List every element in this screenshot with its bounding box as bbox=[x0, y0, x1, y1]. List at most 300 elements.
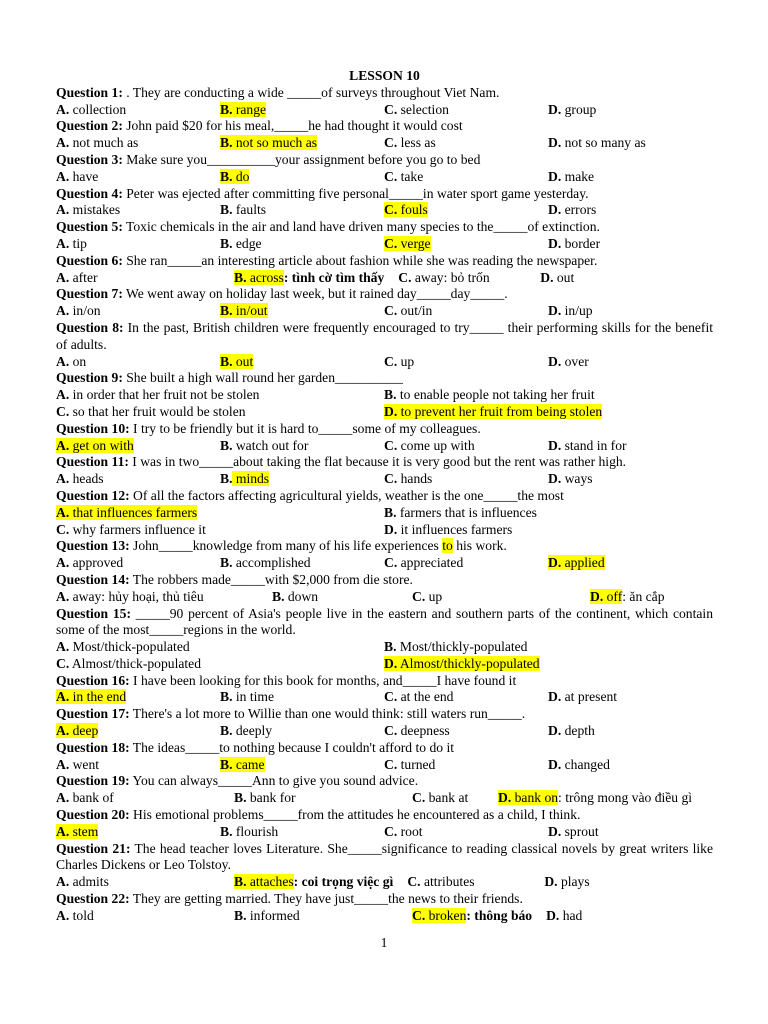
option-text: less as bbox=[397, 135, 436, 151]
option-text: bank of bbox=[69, 790, 114, 806]
question-text: She built a high wall round her garden__________ bbox=[122, 370, 403, 386]
option-text: changed bbox=[561, 756, 610, 772]
answer-option bbox=[56, 522, 384, 539]
option-letter: A. bbox=[56, 907, 70, 923]
question-text: his work. bbox=[452, 538, 507, 554]
answer-option bbox=[56, 438, 220, 455]
option-letter: A. bbox=[56, 471, 70, 487]
option-letter: D. bbox=[548, 353, 562, 369]
option-letter: D. bbox=[548, 168, 562, 184]
options-row bbox=[56, 908, 713, 925]
answer-option bbox=[384, 656, 540, 673]
option-text: approved bbox=[69, 555, 124, 571]
option-text: out bbox=[232, 353, 254, 369]
option-text: Most/thickly-populated bbox=[396, 639, 528, 655]
option-letter: A. bbox=[56, 101, 70, 117]
answer-option bbox=[56, 757, 220, 774]
option-text: heads bbox=[69, 471, 104, 487]
option-letter: C. bbox=[56, 403, 70, 419]
answer-option bbox=[220, 757, 384, 774]
option-text: after bbox=[69, 269, 98, 285]
option-text: stand in for bbox=[561, 437, 627, 453]
options-row bbox=[56, 689, 713, 706]
option-letter: C. bbox=[56, 521, 70, 537]
option-letter: D. bbox=[384, 655, 398, 671]
correct-answer-highlight bbox=[220, 169, 249, 184]
option-letter: B. bbox=[220, 437, 233, 453]
option-letter: B. bbox=[234, 790, 247, 806]
option-letter: A. bbox=[56, 168, 70, 184]
option-text: group bbox=[561, 101, 597, 117]
question-label: Question 8: bbox=[56, 319, 124, 335]
option-letter: B. bbox=[272, 588, 285, 604]
option-letter: D. bbox=[548, 823, 562, 839]
option-text: turned bbox=[397, 756, 436, 772]
option-text: it influences farmers bbox=[397, 521, 513, 537]
answer-option bbox=[56, 354, 220, 371]
answer-option bbox=[272, 589, 398, 606]
option-letter: A. bbox=[56, 555, 70, 571]
correct-answer-highlight bbox=[220, 102, 266, 117]
answer-option bbox=[384, 689, 548, 706]
correct-answer-highlight bbox=[384, 202, 428, 217]
option-letter: C. bbox=[384, 101, 398, 117]
question-label: Question 19: bbox=[56, 773, 130, 789]
question-stem bbox=[56, 891, 713, 908]
answer-option bbox=[56, 303, 220, 320]
correct-answer-highlight bbox=[220, 135, 317, 150]
option-letter: D. bbox=[548, 235, 562, 251]
question-text: Peter was ejected after committing five personal_____in water sport game yesterday. bbox=[122, 185, 589, 201]
question-stem bbox=[56, 253, 713, 270]
option-text: bank at bbox=[425, 790, 469, 806]
option-text: plays bbox=[557, 874, 590, 890]
option-letter: B. bbox=[234, 874, 247, 890]
answer-option bbox=[384, 824, 548, 841]
question-label: Question 17: bbox=[56, 706, 130, 722]
option-text: not much as bbox=[69, 135, 139, 151]
option-letter: D. bbox=[548, 471, 562, 487]
option-letter: C. bbox=[412, 907, 426, 923]
answer-option bbox=[412, 589, 576, 606]
option-note: : tình cờ tìm thấy bbox=[283, 269, 385, 285]
answer-option bbox=[56, 471, 220, 488]
option-letter: C. bbox=[384, 723, 398, 739]
option-text: tip bbox=[69, 235, 87, 251]
question-text: Toxic chemicals in the air and land have driven many species to the_____of extinction. bbox=[122, 219, 600, 235]
answer-option bbox=[548, 169, 594, 186]
answer-option bbox=[220, 824, 384, 841]
option-letter: D. bbox=[546, 907, 560, 923]
correct-answer-highlight bbox=[234, 874, 294, 889]
option-text: have bbox=[69, 168, 99, 184]
question-text: I have been looking for this book for months, and_____I have found it bbox=[129, 672, 517, 688]
answer-option bbox=[384, 404, 602, 421]
option-note: : ăn cắp bbox=[622, 588, 665, 604]
option-text: applied bbox=[561, 555, 605, 571]
question-label: Question 14: bbox=[56, 571, 130, 587]
option-letter: A. bbox=[56, 588, 70, 604]
answer-option bbox=[220, 202, 384, 219]
option-letter: D. bbox=[540, 269, 554, 285]
answer-option bbox=[384, 555, 548, 572]
options-row bbox=[56, 639, 713, 656]
answer-option bbox=[412, 790, 484, 807]
option-letter: A. bbox=[56, 202, 70, 218]
option-letter: D. bbox=[548, 689, 562, 705]
option-text: away: hủy hoại, thủ tiêu bbox=[69, 588, 204, 604]
correct-answer-highlight bbox=[384, 404, 602, 419]
question-text: There's a lot more to Willie than one would think: still waters run_____. bbox=[129, 706, 526, 722]
option-text: deeply bbox=[232, 723, 273, 739]
answer-option bbox=[220, 689, 384, 706]
question-label: Question 3: bbox=[56, 151, 123, 167]
answer-option bbox=[548, 757, 610, 774]
answer-option bbox=[56, 874, 220, 891]
question-stem bbox=[56, 572, 713, 589]
correct-answer-highlight bbox=[590, 589, 622, 604]
question-label: Question 12: bbox=[56, 487, 130, 503]
question-text: She ran_____an interesting article about fashion while she was reading the newspaper. bbox=[122, 252, 598, 268]
option-text: appreciated bbox=[397, 555, 464, 571]
answer-option bbox=[544, 874, 589, 891]
answer-option bbox=[220, 723, 384, 740]
page-number: 1 bbox=[380, 935, 388, 950]
answer-option bbox=[548, 102, 596, 119]
question-label: Question 15: bbox=[56, 605, 131, 621]
answer-option bbox=[384, 102, 548, 119]
options-row bbox=[56, 790, 713, 807]
option-letter: D. bbox=[384, 403, 398, 419]
option-text: attributes bbox=[420, 874, 475, 890]
option-text: informed bbox=[246, 907, 300, 923]
answer-option bbox=[540, 270, 574, 287]
option-text: verge bbox=[397, 235, 431, 251]
answer-option bbox=[56, 135, 220, 152]
option-text: make bbox=[561, 168, 595, 184]
question-label: Question 6: bbox=[56, 252, 123, 268]
option-letter: B. bbox=[220, 202, 233, 218]
answer-option bbox=[412, 908, 532, 925]
option-text: down bbox=[284, 588, 319, 604]
option-text: up bbox=[425, 588, 443, 604]
answer-option bbox=[384, 505, 537, 522]
question-stem bbox=[56, 538, 713, 555]
option-letter: B. bbox=[384, 639, 397, 655]
options-row bbox=[56, 589, 713, 606]
option-text: at the end bbox=[397, 689, 454, 705]
option-letter: B. bbox=[220, 168, 233, 184]
correct-answer-highlight bbox=[220, 757, 265, 772]
option-text: selection bbox=[397, 101, 449, 117]
answer-option bbox=[220, 471, 384, 488]
option-letter: B. bbox=[220, 723, 233, 739]
question-text: His emotional problems_____from the attitudes he encountered as a child, I think. bbox=[129, 807, 581, 823]
question-label: Question 13: bbox=[56, 538, 130, 554]
question-text: In the past, British children were frequently encouraged to try_____ their performing skills for the benefit of adults. bbox=[56, 319, 713, 352]
answer-option bbox=[220, 438, 384, 455]
correct-answer-highlight bbox=[498, 790, 558, 805]
answer-option bbox=[56, 589, 258, 606]
options-row bbox=[56, 757, 713, 774]
question-stem bbox=[56, 841, 713, 875]
correct-answer-highlight bbox=[234, 270, 284, 285]
option-letter: D. bbox=[548, 202, 562, 218]
option-text: not so much as bbox=[232, 135, 318, 151]
option-letter: A. bbox=[56, 303, 70, 319]
question-stem bbox=[56, 807, 713, 824]
question-list bbox=[56, 85, 713, 925]
options-row bbox=[56, 303, 713, 320]
option-text: broken bbox=[425, 907, 467, 923]
option-text: deep bbox=[69, 723, 99, 739]
option-letter: A. bbox=[56, 723, 70, 739]
option-letter: B. bbox=[220, 353, 233, 369]
option-text: Most/thick-populated bbox=[69, 639, 190, 655]
option-letter: C. bbox=[384, 202, 398, 218]
question-label: Question 5: bbox=[56, 219, 123, 235]
option-note: : coi trọng việc gì bbox=[293, 874, 394, 890]
answer-option bbox=[407, 874, 530, 891]
options-row bbox=[56, 387, 713, 404]
option-letter: A. bbox=[56, 269, 70, 285]
option-letter: A. bbox=[56, 874, 70, 890]
question-label: Question 18: bbox=[56, 739, 130, 755]
question-label: Question 16: bbox=[56, 672, 130, 688]
correct-answer-highlight bbox=[56, 505, 197, 520]
option-text: edge bbox=[232, 235, 262, 251]
option-letter: A. bbox=[56, 504, 70, 520]
question-text: The robbers made_____with $2,000 from die store. bbox=[129, 571, 413, 587]
option-letter: B. bbox=[220, 101, 233, 117]
question-stem bbox=[56, 152, 713, 169]
answer-option bbox=[384, 202, 548, 219]
answer-option bbox=[234, 790, 398, 807]
answer-option bbox=[548, 354, 589, 371]
correct-answer-highlight: minds bbox=[232, 471, 270, 487]
correct-answer-highlight bbox=[56, 438, 134, 453]
option-text: Almost/thickly-populated bbox=[397, 655, 540, 671]
answer-option bbox=[220, 303, 384, 320]
option-text: in/on bbox=[69, 303, 101, 319]
answer-option bbox=[548, 471, 593, 488]
option-letter: D. bbox=[548, 555, 562, 571]
option-letter: C. bbox=[384, 756, 398, 772]
question-label: Question 11: bbox=[56, 454, 129, 470]
question-text: You can always_____Ann to give you sound advice. bbox=[129, 773, 419, 789]
answer-option bbox=[384, 757, 548, 774]
option-text: that influences farmers bbox=[69, 504, 198, 520]
question-text: Of all the factors affecting agricultural yields, weather is the one_____the most bbox=[129, 487, 564, 503]
option-text: deepness bbox=[397, 723, 450, 739]
option-letter: A. bbox=[56, 689, 70, 705]
answer-option bbox=[56, 656, 384, 673]
question-label: Question 2: bbox=[56, 118, 123, 134]
question-text: . They are conducting a wide _____of surveys throughout Viet Nam. bbox=[122, 84, 500, 100]
option-letter: C. bbox=[384, 168, 398, 184]
option-text: in time bbox=[232, 689, 275, 705]
answer-option bbox=[384, 135, 548, 152]
option-letter: B. bbox=[220, 135, 233, 151]
option-text: out bbox=[553, 269, 575, 285]
options-row bbox=[56, 354, 713, 371]
option-text: so that her fruit would be stolen bbox=[69, 403, 246, 419]
option-letter: D. bbox=[548, 723, 562, 739]
question-text: John paid $20 for his meal,_____he had thought it would cost bbox=[122, 118, 463, 134]
option-text: come up with bbox=[397, 437, 475, 453]
option-note: : thông báo bbox=[466, 907, 533, 923]
options-row bbox=[56, 656, 713, 673]
option-text: across bbox=[246, 269, 284, 285]
option-letter: B. bbox=[384, 387, 397, 403]
answer-option bbox=[548, 689, 617, 706]
answer-option bbox=[384, 639, 527, 656]
option-letter: D. bbox=[384, 521, 398, 537]
answer-option bbox=[546, 908, 582, 925]
option-text: out/in bbox=[397, 303, 433, 319]
question-stem bbox=[56, 454, 713, 471]
options-row bbox=[56, 404, 713, 421]
question-stem bbox=[56, 186, 713, 203]
answer-option bbox=[548, 236, 600, 253]
option-text: over bbox=[561, 353, 589, 369]
option-letter: C. bbox=[384, 303, 398, 319]
highlighted-word: to bbox=[442, 538, 453, 554]
question-stem bbox=[56, 706, 713, 723]
question-text: Make sure you__________your assignment before you go to bed bbox=[122, 151, 481, 167]
option-text: in order that her fruit not be stolen bbox=[69, 387, 260, 403]
option-letter: C. bbox=[384, 235, 398, 251]
option-letter: C. bbox=[384, 823, 398, 839]
answer-option bbox=[56, 689, 220, 706]
answer-option bbox=[56, 404, 384, 421]
answer-option bbox=[548, 824, 599, 841]
option-text: fouls bbox=[397, 202, 428, 218]
option-text: farmers that is influences bbox=[396, 504, 537, 520]
answer-option bbox=[56, 236, 220, 253]
option-letter: C. bbox=[56, 655, 70, 671]
option-text: told bbox=[69, 907, 94, 923]
question-label: Question 7: bbox=[56, 286, 123, 302]
option-text: in/up bbox=[561, 303, 593, 319]
question-stem bbox=[56, 740, 713, 757]
option-text: came bbox=[232, 756, 265, 772]
question-text: They are getting married. They have just_____the news to their friends. bbox=[129, 891, 523, 907]
option-letter: D. bbox=[548, 101, 562, 117]
options-row bbox=[56, 202, 713, 219]
question-stem bbox=[56, 219, 713, 236]
question-label: Question 10: bbox=[56, 420, 130, 436]
option-letter: C. bbox=[384, 135, 398, 151]
answer-option bbox=[398, 270, 526, 287]
answer-option bbox=[56, 102, 220, 119]
option-letter: B. bbox=[220, 471, 233, 487]
option-text: at present bbox=[561, 689, 618, 705]
answer-option bbox=[384, 522, 512, 539]
question-label: Question 20: bbox=[56, 807, 130, 823]
answer-option bbox=[384, 303, 548, 320]
option-letter: A. bbox=[56, 823, 70, 839]
option-text: errors bbox=[561, 202, 597, 218]
option-text: flourish bbox=[232, 823, 279, 839]
option-letter: D. bbox=[548, 756, 562, 772]
option-letter: B. bbox=[220, 689, 233, 705]
correct-answer-highlight bbox=[384, 656, 540, 671]
option-text: bank on bbox=[511, 790, 559, 806]
document-page bbox=[56, 68, 713, 925]
question-label: Question 4: bbox=[56, 185, 123, 201]
question-stem bbox=[56, 320, 713, 354]
answer-option bbox=[548, 135, 646, 152]
option-text: why farmers influence it bbox=[69, 521, 206, 537]
option-letter: A. bbox=[56, 353, 70, 369]
answer-option bbox=[56, 505, 384, 522]
answer-option bbox=[234, 874, 393, 891]
option-text: collection bbox=[69, 101, 127, 117]
question-stem bbox=[56, 85, 713, 102]
option-letter: B. bbox=[220, 235, 233, 251]
option-letter: D. bbox=[548, 437, 562, 453]
answer-option bbox=[548, 723, 595, 740]
option-text: in/out bbox=[232, 303, 268, 319]
option-letter: D. bbox=[548, 303, 562, 319]
option-text: had bbox=[559, 907, 583, 923]
question-stem bbox=[56, 606, 713, 640]
option-text: sprout bbox=[561, 823, 599, 839]
answer-option bbox=[384, 723, 548, 740]
option-text: do bbox=[232, 168, 250, 184]
question-stem bbox=[56, 673, 713, 690]
option-letter: C. bbox=[407, 874, 421, 890]
answer-option bbox=[384, 236, 548, 253]
question-label: Question 9: bbox=[56, 370, 123, 386]
options-row bbox=[56, 874, 713, 891]
option-letter: C. bbox=[384, 555, 398, 571]
correct-answer-highlight bbox=[56, 689, 126, 704]
option-text: faults bbox=[232, 202, 267, 218]
answer-option bbox=[384, 438, 548, 455]
option-text: on bbox=[69, 353, 87, 369]
answer-option bbox=[384, 354, 548, 371]
question-text: I was in two_____about taking the flat because it is very good but the rent was rather high. bbox=[128, 454, 627, 470]
answer-option bbox=[56, 639, 384, 656]
option-text: to enable people not taking her fruit bbox=[396, 387, 595, 403]
options-row bbox=[56, 102, 713, 119]
answer-option bbox=[220, 169, 384, 186]
answer-option bbox=[220, 102, 384, 119]
option-letter: C. bbox=[384, 437, 398, 453]
answer-option bbox=[56, 824, 220, 841]
question-text: I try to be friendly but it is hard to_____some of my colleagues. bbox=[129, 420, 481, 436]
correct-answer-highlight bbox=[548, 555, 605, 570]
correct-answer-highlight bbox=[56, 723, 98, 738]
correct-answer-highlight bbox=[220, 303, 268, 318]
option-letter: C. bbox=[412, 790, 426, 806]
options-row bbox=[56, 522, 713, 539]
question-label: Question 22: bbox=[56, 891, 130, 907]
option-letter: C. bbox=[384, 353, 398, 369]
options-row bbox=[56, 555, 713, 572]
answer-option bbox=[56, 270, 220, 287]
answer-option bbox=[548, 303, 593, 320]
option-text: in the end bbox=[69, 689, 127, 705]
options-row bbox=[56, 438, 713, 455]
option-text: ways bbox=[561, 471, 593, 487]
option-letter: A. bbox=[56, 387, 70, 403]
answer-option bbox=[220, 135, 384, 152]
question-text: The head teacher loves Literature. She_____significance to reading classical novels by great writers like Charles Dickens or Leo Tolstoy. bbox=[56, 840, 714, 873]
question-text: _____90 percent of Asia's people live in the eastern and southern parts of the continent, which contain some of the most_____regions in the world. bbox=[56, 605, 713, 638]
